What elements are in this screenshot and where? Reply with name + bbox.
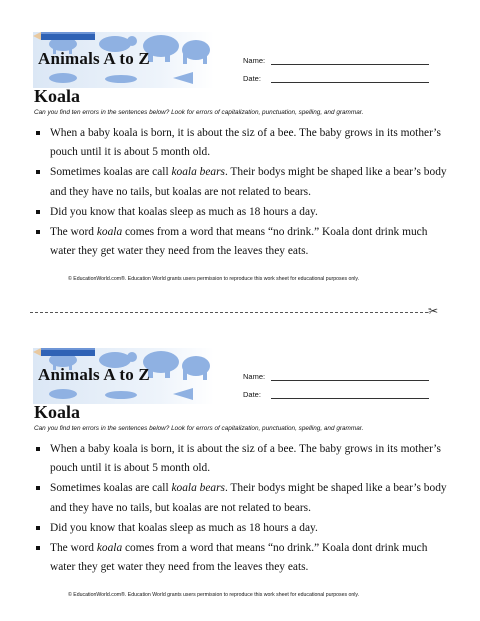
bullet-icon xyxy=(36,486,40,490)
worksheet-title: Koala xyxy=(34,402,81,422)
bullet-icon xyxy=(36,526,40,530)
date-label: Date: xyxy=(243,74,261,83)
sentence-item: The word koala comes from a word that means “no drink.” Koala dont drink much water they get water they need from the leaves they eats. xyxy=(34,223,454,261)
date-field[interactable] xyxy=(271,82,429,83)
banner-title: Animals A to Z xyxy=(38,365,150,384)
bullet-icon xyxy=(36,546,40,550)
bullet-icon xyxy=(36,210,40,214)
copyright-footer: © EducationWorld.com®. Education World grants users permission to reproduce this work sheet for educational purposes only. xyxy=(68,276,360,282)
pencil-icon xyxy=(33,32,95,40)
sentence-item: The word koala comes from a word that means “no drink.” Koala dont drink much water they get water they need from the leaves they eats. xyxy=(34,539,454,577)
sentence-item: Sometimes koalas are call koala bears. Their bodys might be shaped like a bear’s body and they have no tails, but koalas are not related to bears. xyxy=(34,163,454,201)
worksheet-bottom xyxy=(0,316,480,616)
name-label: Name: xyxy=(243,56,266,65)
banner xyxy=(33,348,214,404)
sentence-item: When a baby koala is born, it is about the siz of a bee. The baby grows in its mother’s pouch until it is about 5 month old. xyxy=(34,124,454,162)
sentence-list xyxy=(34,440,454,578)
date-label: Date: xyxy=(243,390,261,399)
name-field[interactable] xyxy=(271,64,429,65)
sentence-list xyxy=(34,124,454,262)
sentence-item: Did you know that koalas sleep as much as 18 hours a day. xyxy=(34,519,454,538)
cut-line xyxy=(30,312,428,313)
worksheet-top xyxy=(0,0,480,300)
banner xyxy=(33,32,214,88)
copyright-footer: © EducationWorld.com®. Education World grants users permission to reproduce this work sheet for educational purposes only. xyxy=(68,592,360,598)
name-label: Name: xyxy=(243,372,266,381)
sentence-item: Sometimes koalas are call koala bears. Their bodys might be shaped like a bear’s body and they have no tails, but koalas are not related to bears. xyxy=(34,479,454,517)
sentence-item: When a baby koala is born, it is about the siz of a bee. The baby grows in its mother’s pouch until it is about 5 month old. xyxy=(34,440,454,478)
name-field[interactable] xyxy=(271,380,429,381)
bullet-icon xyxy=(36,131,40,135)
bullet-icon xyxy=(36,170,40,174)
bullet-icon xyxy=(36,230,40,234)
sentence-item: Did you know that koalas sleep as much as 18 hours a day. xyxy=(34,203,454,222)
pencil-icon xyxy=(33,348,95,356)
worksheet-title: Koala xyxy=(34,86,81,106)
instructions: Can you find ten errors in the sentences below? Look for errors of capitalization, punctuation, spelling, and grammar. xyxy=(34,109,364,116)
bullet-icon xyxy=(36,447,40,451)
scissors-icon: ✂ xyxy=(428,304,439,318)
banner-title: Animals A to Z xyxy=(38,49,150,68)
instructions: Can you find ten errors in the sentences below? Look for errors of capitalization, punctuation, spelling, and grammar. xyxy=(34,425,364,432)
date-field[interactable] xyxy=(271,398,429,399)
